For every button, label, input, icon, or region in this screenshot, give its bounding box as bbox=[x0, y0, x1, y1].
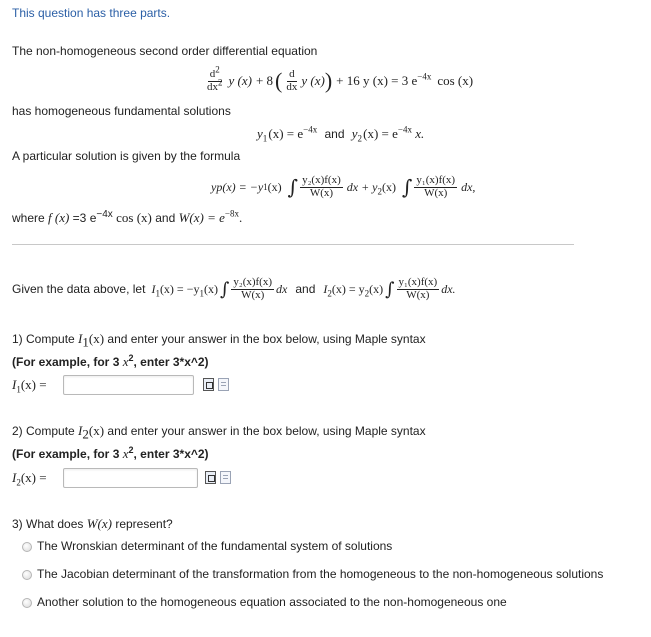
part2-preview-icon[interactable] bbox=[205, 471, 216, 484]
fund-label: has homogeneous fundamental solutions bbox=[12, 104, 231, 118]
part2-example: (For example, for 3 $x^2$, enter 3*x^2) bbox=[12, 445, 209, 461]
particular-label: A particular solution is given by the formula bbox=[12, 149, 241, 163]
part3-prompt: 3) What does W(x) represent? bbox=[12, 516, 173, 531]
separator bbox=[12, 244, 574, 245]
where-line: where f (x) =3 $e^{-4x}$ cos (x) and $W(x) = e^{-8x}$. bbox=[12, 208, 243, 225]
ode-y-of-x: y (x) bbox=[228, 73, 252, 88]
option-1-radio[interactable] bbox=[22, 542, 32, 552]
part1-prompt: 1) Compute $I_1(x)$ and enter your answer in the box below, using Maple syntax bbox=[12, 331, 426, 350]
option-3-label[interactable]: Another solution to the homogeneous equation associated to the non-homogeneous one bbox=[37, 595, 507, 609]
first-derivative-operator: $\frac{d}{dx}$ bbox=[286, 67, 298, 93]
ode-plus8: + 8 bbox=[255, 73, 274, 88]
part1-preview-icon[interactable] bbox=[203, 378, 214, 391]
ode-cos: cos (x) bbox=[437, 73, 474, 88]
option-2-radio[interactable] bbox=[22, 570, 32, 580]
integral-sign-2: ∫ bbox=[402, 175, 413, 199]
option-3-radio[interactable] bbox=[22, 598, 32, 608]
particular-formula: yp(x) = −y 1 (x) ∫ $\frac{\text{y₂(x)f(x)}}{W(x)}$ dx + $y_2(x)$ ∫ $\frac{\text{y₁(x)f(x)}}{W(x)}$ dx, bbox=[211, 173, 476, 199]
integral-sign: ∫ bbox=[287, 175, 299, 199]
right-paren: ) bbox=[324, 68, 333, 93]
part1-example: (For example, for 3 $x^2$, enter 3*x^2) bbox=[12, 353, 209, 369]
problem-lead: The non-homogeneous second order differential equation bbox=[12, 44, 318, 58]
part2-prompt: 2) Compute $I_2(x)$ and enter your answer in the box below, using Maple syntax bbox=[12, 423, 426, 442]
ode-rhs: + 16 y (x) = 3 $e^{-4x}$ bbox=[336, 71, 432, 88]
option-1-label[interactable]: The Wronskian determinant of the fundamental system of solutions bbox=[37, 539, 393, 553]
ode-y-of-x-2: y (x) bbox=[301, 73, 325, 88]
integral-sign-3: ∫ bbox=[219, 278, 230, 300]
given-line: Given the data above, let $I_1(x) = -y_1(x)$ ∫ $\frac{\text{y₂(x)f(x)}}{W(x)}$ dx and $I_2(x) = y_2(x)$ ∫ $\frac{\text{y₁(x)f(x)}}{W(x)}$ dx. bbox=[12, 275, 456, 301]
fundamental-solutions: $y_1$ $(x) = e^{-4x}$ and $y_2$ $(x) = e^{-4x}$ x. bbox=[257, 124, 425, 144]
part1-label: $I_1(x)$ = bbox=[12, 377, 47, 395]
left-paren: ( bbox=[275, 68, 283, 93]
part2-answer-input[interactable] bbox=[63, 468, 198, 488]
part2-label: $I_2(x)$ = bbox=[12, 470, 47, 488]
part1-answer-input[interactable] bbox=[63, 375, 194, 395]
second-derivative-operator: $\frac{d^2}{dx^2}$ bbox=[207, 64, 223, 93]
option-2-label[interactable]: The Jacobian determinant of the transformation from the homogeneous to the non-homogeneous solutions bbox=[37, 567, 604, 581]
intro-text: This question has three parts. bbox=[12, 6, 171, 20]
part1-help-icon[interactable] bbox=[218, 378, 229, 391]
integral-sign-4: ∫ bbox=[385, 278, 395, 300]
part2-help-icon[interactable] bbox=[220, 471, 231, 484]
ode-equation bbox=[203, 64, 473, 98]
